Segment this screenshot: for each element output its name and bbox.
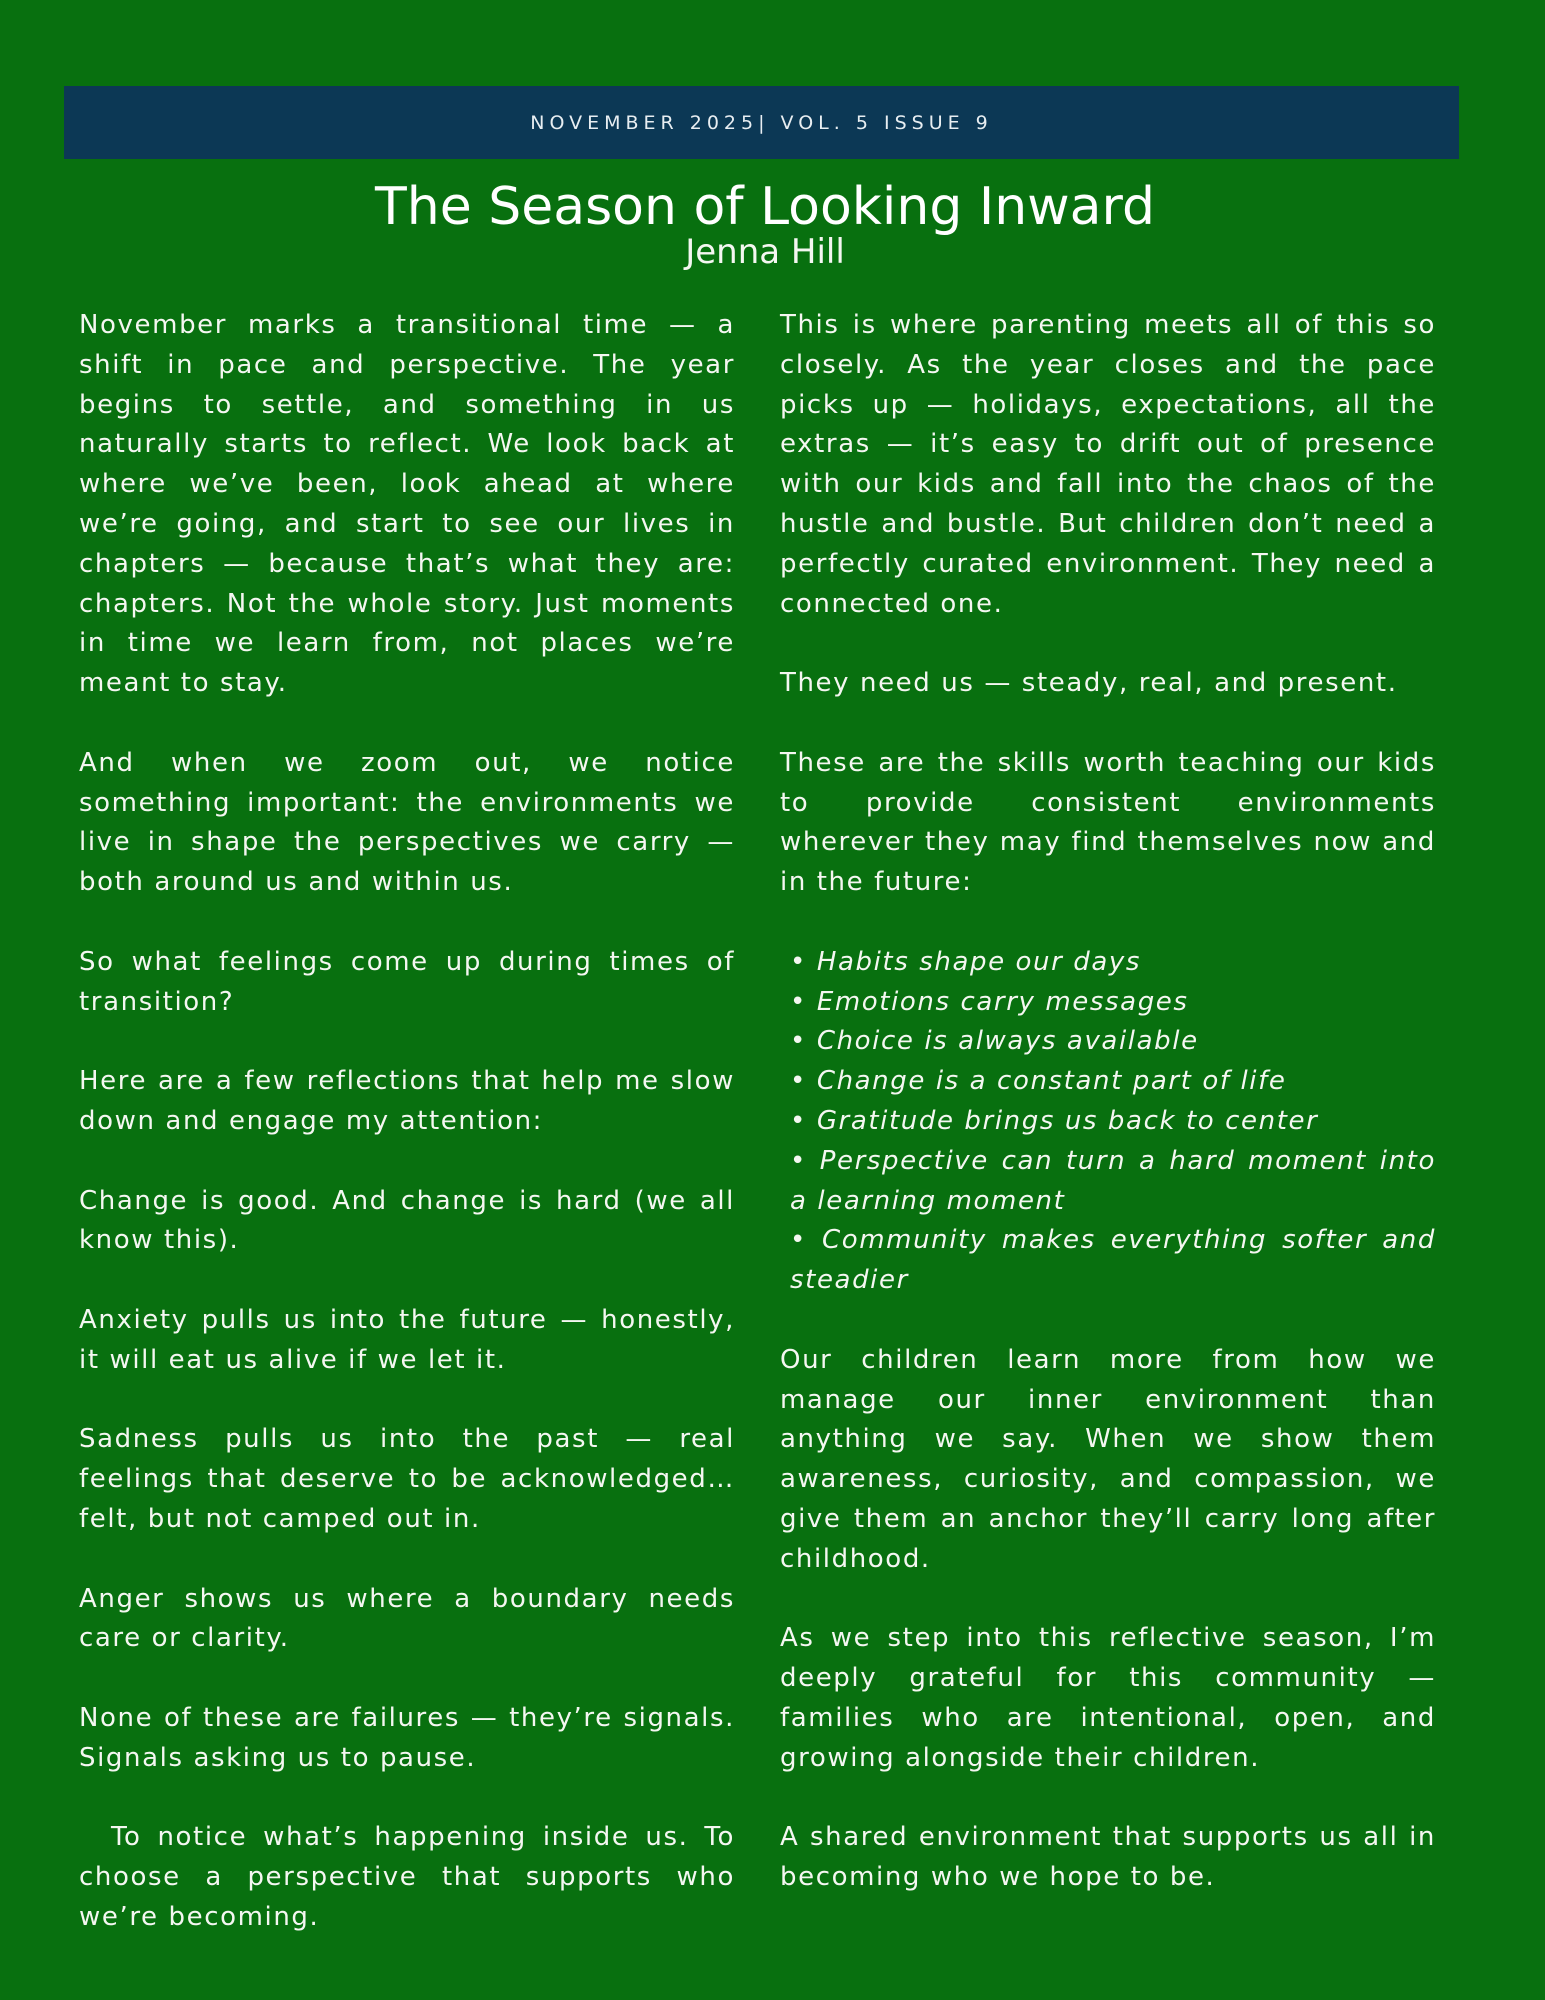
paragraph: And when we zoom out, we notice something important: the environments we live in shape the perspectives we carry — both around us and within us. <box>79 747 735 898</box>
list-item <box>780 1062 1436 1102</box>
list-item-text: Perspective can turn a hard moment into a learning moment <box>790 1145 1436 1216</box>
paragraph: Sadness pulls us into the past — real feelings that deserve to be acknowledged… felt, but not camped out in. <box>79 1424 735 1534</box>
paragraph: November marks a transitional time — a shift in pace and perspective. The year begins to settle, and something in us naturally starts to reflect. We look back at where we’ve been, look ahead at where we’re going, and start to see our lives in chapters — because that’s what they are: chapters. Not the whole story. Just moments in time we learn from, not places we’re meant to stay. <box>79 310 735 699</box>
right-column <box>780 306 1436 1898</box>
article-title: The Season of Looking Inward <box>374 177 1156 237</box>
paragraph: These are the skills worth teaching our kids to provide consistent environments wherever they may find themselves now and in the future: <box>780 747 1436 898</box>
list-item <box>780 983 1436 1023</box>
bullet-marker: • <box>790 1026 807 1057</box>
list-item-text: Gratitude brings us back to center <box>816 1105 1319 1136</box>
bullet-marker: • <box>790 1145 807 1176</box>
paragraph: They need us — steady, real, and present. <box>780 668 1398 699</box>
paragraph: None of these are failures — they’re signals. Signals asking us to pause. <box>79 1702 735 1773</box>
list-item <box>780 1102 1436 1142</box>
issue-banner <box>64 86 1459 159</box>
list-item-text: Community makes everything softer and steadier <box>790 1225 1436 1296</box>
bullet-marker: • <box>790 946 807 977</box>
issue-line: NOVEMBER 2025| VOL. 5 ISSUE 9 <box>530 111 993 134</box>
list-item <box>780 943 1436 983</box>
paragraph: Anxiety pulls us into the future — honestly, it will eat us alive if we let it. <box>79 1304 735 1375</box>
paragraph: So what feelings come up during times of transition? <box>79 946 735 1017</box>
paragraph: Our children learn more from how we manage our inner environment than anything we say. When we show them awareness, curiosity, and compassion, we give them an anchor they’ll carry long after childhood. <box>780 1344 1436 1574</box>
paragraph: Here are a few reflections that help me slow down and engage my attention: <box>79 1066 735 1136</box>
list-item-text: Choice is always available <box>816 1026 1199 1057</box>
list-item-text: Habits shape our days <box>816 946 1142 977</box>
bullet-marker: • <box>790 1105 807 1136</box>
paragraph: This is where parenting meets all of this so closely. As the year closes and the pace picks up — holidays, expectations, all the extras — it’s easy to drift out of presence with our kids and fall into the chaos of the hustle and bustle. But children don’t need a perfectly curated environment. They need a connected one. <box>780 310 1436 619</box>
article-author: Jenna Hill <box>685 232 845 272</box>
paragraph: Anger shows us where a boundary needs care or clarity. <box>79 1583 735 1654</box>
left-column <box>79 306 745 1938</box>
paragraph: Change is good. And change is hard (we all know this). <box>79 1185 735 1256</box>
paragraph: As we step into this reflective season, I’m deeply grateful for this community — families who are intentional, open, and growing alongside their children. <box>780 1623 1436 1773</box>
list-item <box>780 1221 1436 1301</box>
list-item-text: Emotions carry messages <box>816 986 1189 1017</box>
bullet-marker: • <box>790 1066 807 1097</box>
bullet-marker: • <box>790 986 807 1017</box>
skills-list <box>780 943 1436 1301</box>
list-item-text: Change is a constant part of life <box>816 1066 1287 1097</box>
paragraph: A shared environment that supports us all in becoming who we hope to be. <box>780 1822 1436 1893</box>
list-item <box>780 1142 1436 1222</box>
paragraph: To notice what’s happening inside us. To choose a perspective that supports who we’re becoming. <box>79 1822 745 1932</box>
bullet-marker: • <box>790 1225 807 1256</box>
list-item <box>780 1022 1436 1062</box>
